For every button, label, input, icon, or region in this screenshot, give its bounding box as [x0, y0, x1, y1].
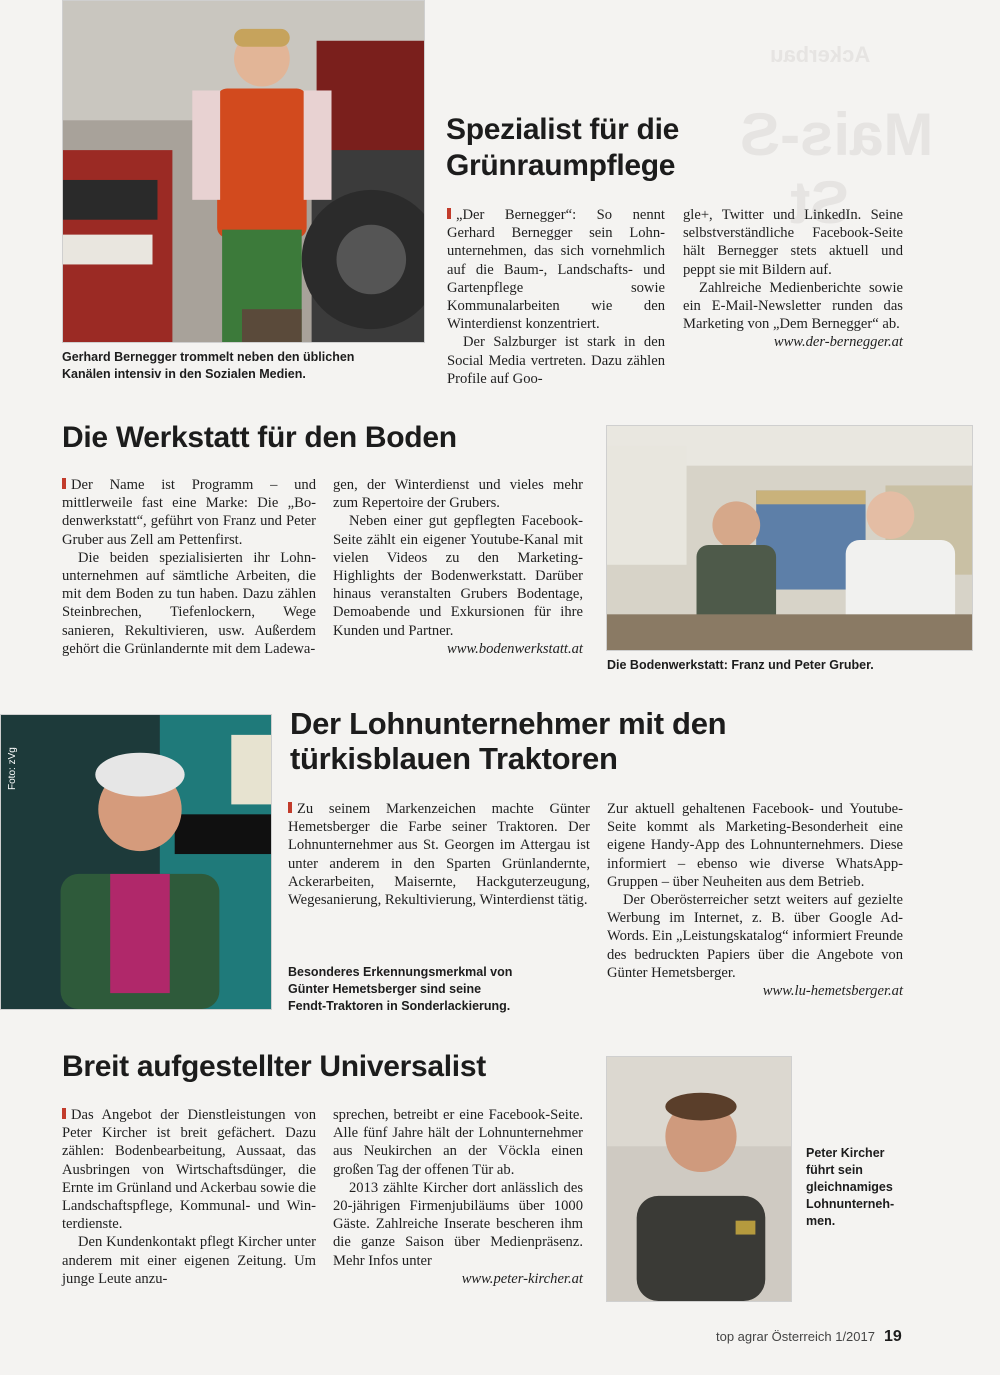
gruber-caption: Die Bodenwerkstatt: Franz und Peter Gruber. [607, 658, 874, 672]
headline-bernegger [446, 112, 679, 184]
caption-line: Fendt-Traktoren in Sonderlackierung. [288, 999, 511, 1013]
paragraph: gen, der Winterdienst und vieles mehr zum Repertoire der Grubers. [333, 477, 583, 512]
website-link[interactable]: www.der-bernegger.at [773, 334, 903, 351]
article3-column-1 [288, 800, 590, 909]
paragraph: Der Oberösterreicher setzt weiters auf gezielte Werbung im Internet, z. B. über Google Ad-Words. Ein „Leistungskatalog“ informiert Freunde des bedruckten Papiers über die Angebote von Günter Hemetsberger. [607, 892, 903, 981]
caption-line: führt sein [806, 1163, 863, 1177]
website-link[interactable]: www.bodenwerkstatt.at [447, 640, 583, 657]
paragraph-marker [447, 208, 451, 219]
caption-line: Peter Kircher [806, 1146, 885, 1160]
article4-column-2 [333, 1106, 583, 1288]
article1-column-2 [683, 206, 903, 352]
caption-line: Lohnunterneh- [806, 1197, 895, 1211]
website-link[interactable]: www.peter-kircher.at [461, 1270, 583, 1287]
paragraph: Der Salzburger ist stark in den Social Media vertreten. Dazu zählen Profile auf Goo- [447, 334, 665, 387]
caption-line: Besonderes Erkennungsmerkmal von [288, 965, 513, 979]
article3-column-2 [607, 800, 903, 1000]
page-footer [716, 1328, 902, 1346]
paragraph: sprechen, betreibt er eine Facebook-Seite. Alle fünf Jahre hält der Lohnunternehmer aus Neukirchen an der Vöckla einen großen Tag der offenen Tür ab. [333, 1107, 583, 1178]
paragraph [62, 1106, 316, 1233]
paragraph-text: „Der Bernegger“: So nennt Gerhard Bernegger sein Lohnunternehmen, das sich vornehmlich auf die Baum-, Landschafts- und Gartenpflege sowie Kommunalarbeiten wie den Winterdienst konzentriert. [447, 207, 665, 333]
magazine-issue: top agrar Österreich 1/2017 [716, 1329, 875, 1344]
headline-line: Grünraumpflege [446, 149, 676, 182]
caption-line: Günter Hemetsberger sind seine [288, 982, 482, 996]
hemetsberger-caption [288, 964, 590, 1015]
headline-line: türkisblauen Traktoren [290, 741, 618, 776]
headline-line: Spezialist für die [446, 113, 679, 146]
caption-line: men. [806, 1214, 836, 1228]
ghost-title-1: Mais-S [740, 101, 934, 168]
article2-column-1 [62, 476, 316, 658]
paragraph: Die beiden spezialisierten ihr Lohnunternehmen auf sämtliche Arbeiten, die mit dem Boden zu tun haben. Dazu zählen Steinbrechen, Tiefenlockern, Wege sanieren, Rekultivieren, usw. Außerdem gehört die Grünlandernte mit dem Ladewa- [62, 549, 316, 657]
gruber-photo [606, 425, 973, 651]
paragraph-marker [62, 1108, 66, 1119]
ghost-title-2: St [790, 169, 850, 236]
paragraph [62, 476, 316, 549]
website-link[interactable]: www.lu-hemetsberger.at [762, 983, 903, 1000]
paragraph: Neben einer gut gepflegten Facebook-Seite zählt ein eigener Youtube-Kanal mit vielen Videos zu den Marketing-Highlights der Bodenwerkstatt. Darüber hinaus veranstalten Grubers Bodentage, Demoabende und Exkursionen für ihre Kunden und Partner. [333, 513, 583, 639]
headline-bodenwerkstatt: Die Werkstatt für den Boden [62, 421, 457, 454]
article4-column-1 [62, 1106, 316, 1288]
caption-line: gleichnamiges [806, 1180, 893, 1194]
paragraph: Den Kundenkontakt pflegt Kircher unter anderem mit einer eigenen Zeitung. Um junge Leute anzu- [62, 1234, 316, 1287]
paragraph-text: Zu seinem Markenzeichen machte Günter Hemetsberger die Farbe seiner Traktoren. Der Lohnunternehmer aus St. Georgen im Attergau ist unter anderem in den Sparten Grünlandernte, Ackerarbeiten, Maisernte, Hackguterzeugung, Wegesanierung, Rekultivierung, Winterdienst tätig. [288, 801, 590, 909]
page-number: 19 [883, 1328, 902, 1345]
paragraph-marker [62, 478, 66, 489]
paragraph: Zahlreiche Medienberichte sowie ein E-Mail-Newsletter runden das Marketing von „Dem Bernegger“ ab. [683, 279, 903, 333]
hemetsberger-photo [0, 714, 272, 1010]
caption-line: Gerhard Bernegger trommelt neben den üblichen [62, 350, 355, 364]
paragraph [447, 206, 665, 333]
paragraph: gle+, Twitter und LinkedIn. Seine selbstverständliche Facebook-Seite hält Bernegger stets aktuell und peppt sie mit Bildern auf. [683, 207, 903, 278]
headline-line: Der Lohnunternehmer mit den [290, 706, 727, 741]
paragraph-text: Das Angebot der Dienstleistungen von Peter Kircher ist breit gefächert. Dazu zählen: Bodenbearbeitung, Aussaat, das Ausbringen von Wirtschaftsdünger, die Ernte im Grünland und Ackerbau sowie die Landschaftspflege, Kommunal- und Winterdienste. [62, 1107, 316, 1233]
article1-column-1 [447, 206, 665, 388]
paragraph [288, 800, 590, 909]
paragraph-marker [288, 802, 292, 813]
headline-hemetsberger [290, 706, 726, 776]
kircher-caption [806, 1145, 936, 1230]
paragraph: Zur aktuell gehaltenen Facebook- und Youtube-Seite kommt als Marketing-Besonderheit eine eigene Handy-App des Lohnunternehmers. Diese informiert – ebenso wie diverse WhatsApp-Gruppen – über Neuheiten aus dem Betrieb. [607, 801, 903, 890]
ghost-section-label: Ackerbau [770, 42, 871, 67]
bernegger-photo [62, 0, 425, 343]
paragraph: 2013 zählte Kircher dort anlässlich des 20-jährigen Firmenjubiläums über 1000 Gäste. Zahlreiche Inserate bescheren ihm die ganze Saison über Medienpräsenz. Mehr Infos unter [333, 1179, 583, 1269]
photo-credit: Foto: zVg [7, 747, 18, 790]
kircher-photo [606, 1056, 792, 1302]
caption-line: Kanälen intensiv in den Sozialen Medien. [62, 367, 306, 381]
paragraph-text: Der Name ist Programm – und mittlerweile fast eine Marke: Die „Bodenwerkstatt“, geführt von Franz und Peter Gruber aus Zell am Pettenfirst. [62, 477, 316, 548]
article2-column-2 [333, 476, 583, 658]
headline-kircher: Breit aufgestellter Universalist [62, 1050, 486, 1083]
bernegger-caption [62, 349, 432, 383]
